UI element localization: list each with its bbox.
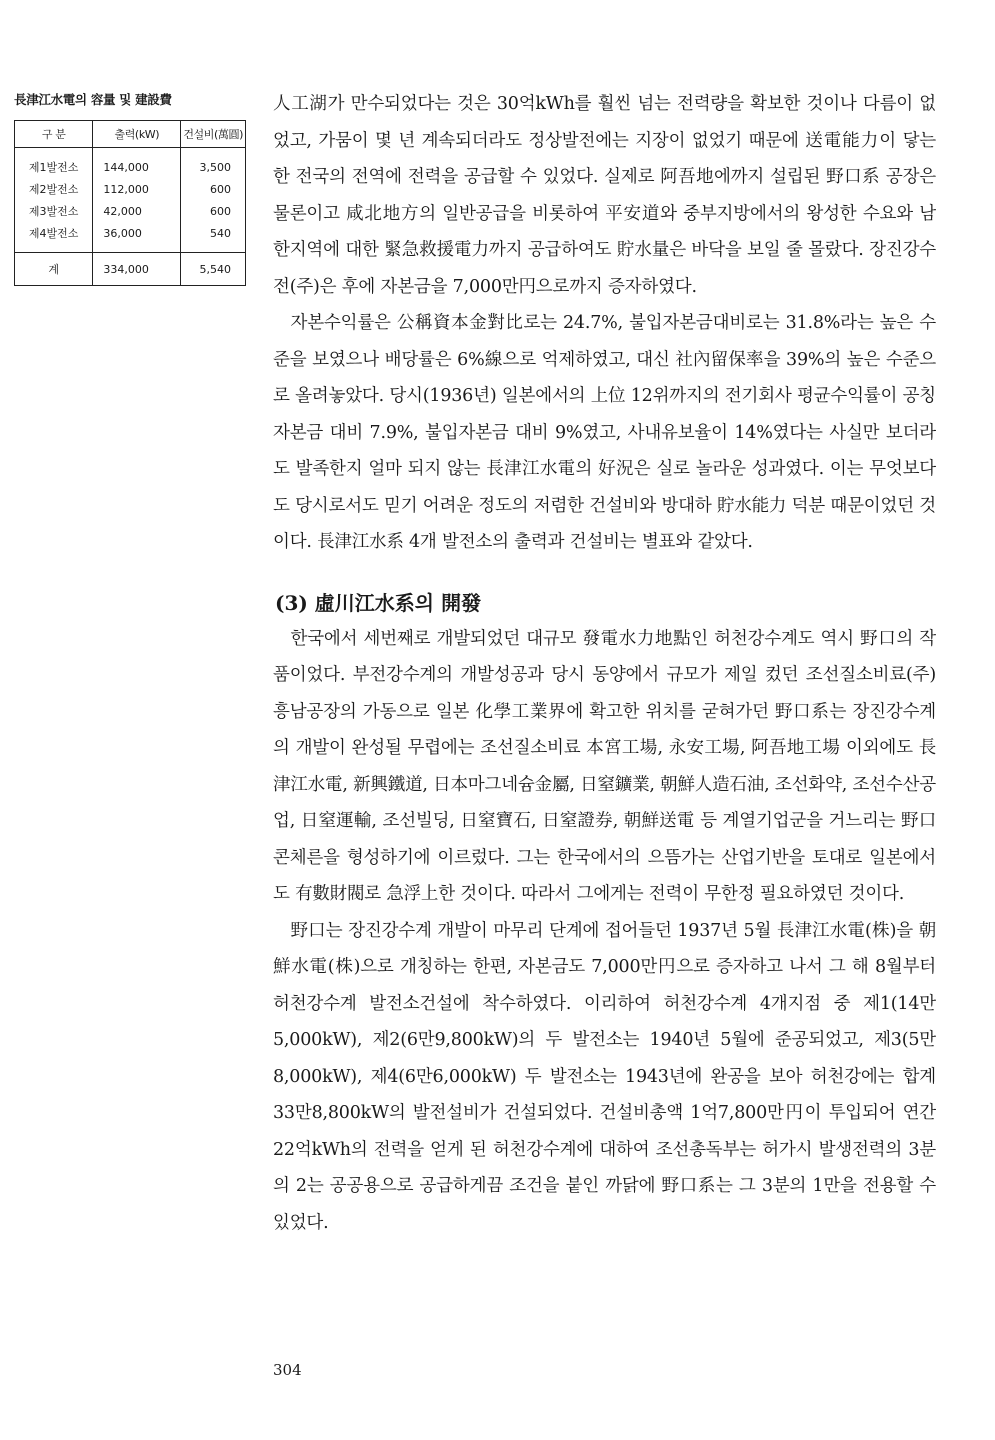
main-text-column [273, 86, 936, 1241]
total-cost: 5,540 [181, 253, 246, 286]
row-output: 42,000 [93, 200, 181, 222]
table-title: 長津江水電의 容量 및 建設費 [14, 92, 172, 107]
row-label: 제1발전소 [15, 148, 93, 179]
total-label: 계 [15, 253, 93, 286]
row-label: 제4발전소 [15, 222, 93, 253]
sidebar-table-section [14, 90, 246, 286]
total-output: 334,000 [93, 253, 181, 286]
page-number: 304 [273, 1361, 302, 1379]
row-output: 36,000 [93, 222, 181, 253]
row-cost: 600 [210, 204, 231, 218]
paragraph-4: 野口는 장진강수계 개발이 마무리 단계에 접어들던 1937년 5월 長津江水電(株)을 朝鮮水電(株)으로 개칭하는 한편, 자본금도 7,000만円으로 증자하고 나서 그 해 8월부터 허천강수계 발전소건설에 착수하였다. 이리하여 허천강수계 4개지점 중 제1(14만5,000kW), 제2(6만9,800kW)의 두 발전소는 1940년 5월에 준공되었고, 제3(5만8,000kW), 제4(6만6,000kW) 두 발전소는 1943년에 완공을 보아 허천강에는 합계 33만8,800kW의 발전설비가 건설되었다. 건설비총액 1억7,800만円이 투입되어 연간 22억kWh의 전력을 얻게 된 허천강수계에 대하여 조선총독부는 허가시 발생전력의 3분의 2는 공공용으로 공급하게끔 조건을 붙인 까닭에 野口系는 그 3분의 1만을 전용할 수 있었다. [273, 920, 936, 1233]
table-row [15, 222, 246, 253]
row-output: 112,000 [93, 178, 181, 200]
table-row [15, 148, 246, 179]
header-cost: 건설비(萬圓) [181, 121, 246, 148]
section-gap [273, 561, 936, 585]
table-header-row [15, 121, 246, 148]
paragraph-2: 자본수익률은 公稱資本金對比로는 24.7%, 불입자본금대비로는 31.8%라는 높은 수준을 보였으나 배당률은 6%線으로 억제하였고, 대신 社內留保率을 39%의 높은 수준으로 올려놓았다. 당시(1936년) 일본에서의 上位 12위까지의 전기회사 평균수익률이 공칭자본금 대비 7.9%, 불입자본금 대비 9%였고, 사내유보율이 14%였다는 사실만 보더라도 발족한지 얼마 되지 않는 長津江水電의 好況은 실로 놀라운 성과였다. 이는 무엇보다도 당시로서도 믿기 어려운 정도의 저렴한 건설비와 방대하 貯水能力 덕분 때문이었던 것이다. 長津江水系 4개 발전소의 출력과 건설비는 별표와 같았다. [273, 313, 936, 552]
row-cost: 600 [210, 182, 231, 196]
section-heading: (3) 虛川江水系의 開發 [275, 590, 482, 615]
header-output: 출력(kW) [93, 121, 181, 148]
table-row [15, 200, 246, 222]
row-cost: 3,500 [199, 160, 231, 174]
paragraph-1: 人工湖가 만수되었다는 것은 30억kWh를 훨씬 넘는 전력량을 확보한 것이나 다름이 없었고, 가뭄이 몇 년 계속되더라도 정상발전에는 지장이 없었기 때문에 送電能力이 닿는 한 전국의 전역에 전력을 공급할 수 있었다. 실제로 阿吾地에까지 설립된 野口系 공장은 물론이고 咸北地方의 일반공급을 비롯하여 平安道와 중부지방에서의 왕성한 수요와 남한지역에 대한 緊急救援電力까지 공급하여도 貯水量은 바닥을 보일 줄 몰랐다. 장진강수전(주)은 후에 자본금을 7,000만円으로까지 증자하였다. [273, 94, 936, 297]
row-label: 제3발전소 [15, 200, 93, 222]
row-cost: 540 [210, 226, 231, 240]
table-total-row [15, 253, 246, 286]
capacity-table [14, 120, 246, 286]
table-row [15, 178, 246, 200]
row-output: 144,000 [93, 148, 181, 179]
paragraph-3: 한국에서 세번째로 개발되었던 대규모 發電水力地點인 허천강수계도 역시 野口의 작품이었다. 부전강수계의 개발성공과 당시 동양에서 규모가 제일 컸던 조선질소비료(주) 흥남공장의 가동으로 일본 化學工業界에 확고한 위치를 굳혀가던 野口系는 장진강수계의 개발이 완성될 무렵에는 조선질소비료 本宮工場, 永安工場, 阿吾地工場 이외에도 長津江水電, 新興鐵道, 日本마그네슘金屬, 日窒鑛業, 朝鮮人造石油, 조선화약, 조선수산공업, 日窒運輸, 조선빌딩, 日窒寶石, 日窒證券, 朝鮮送電 등 계열기업군을 거느리는 野口콘체른을 형성하기에 이르렀다. 그는 한국에서의 으뜸가는 산업기반을 토대로 일본에서도 有數財閥로 急浮上한 것이다. 따라서 그에게는 전력이 무한정 필요하였던 것이다. [273, 628, 936, 904]
header-category: 구 분 [15, 121, 93, 148]
row-label: 제2발전소 [15, 178, 93, 200]
